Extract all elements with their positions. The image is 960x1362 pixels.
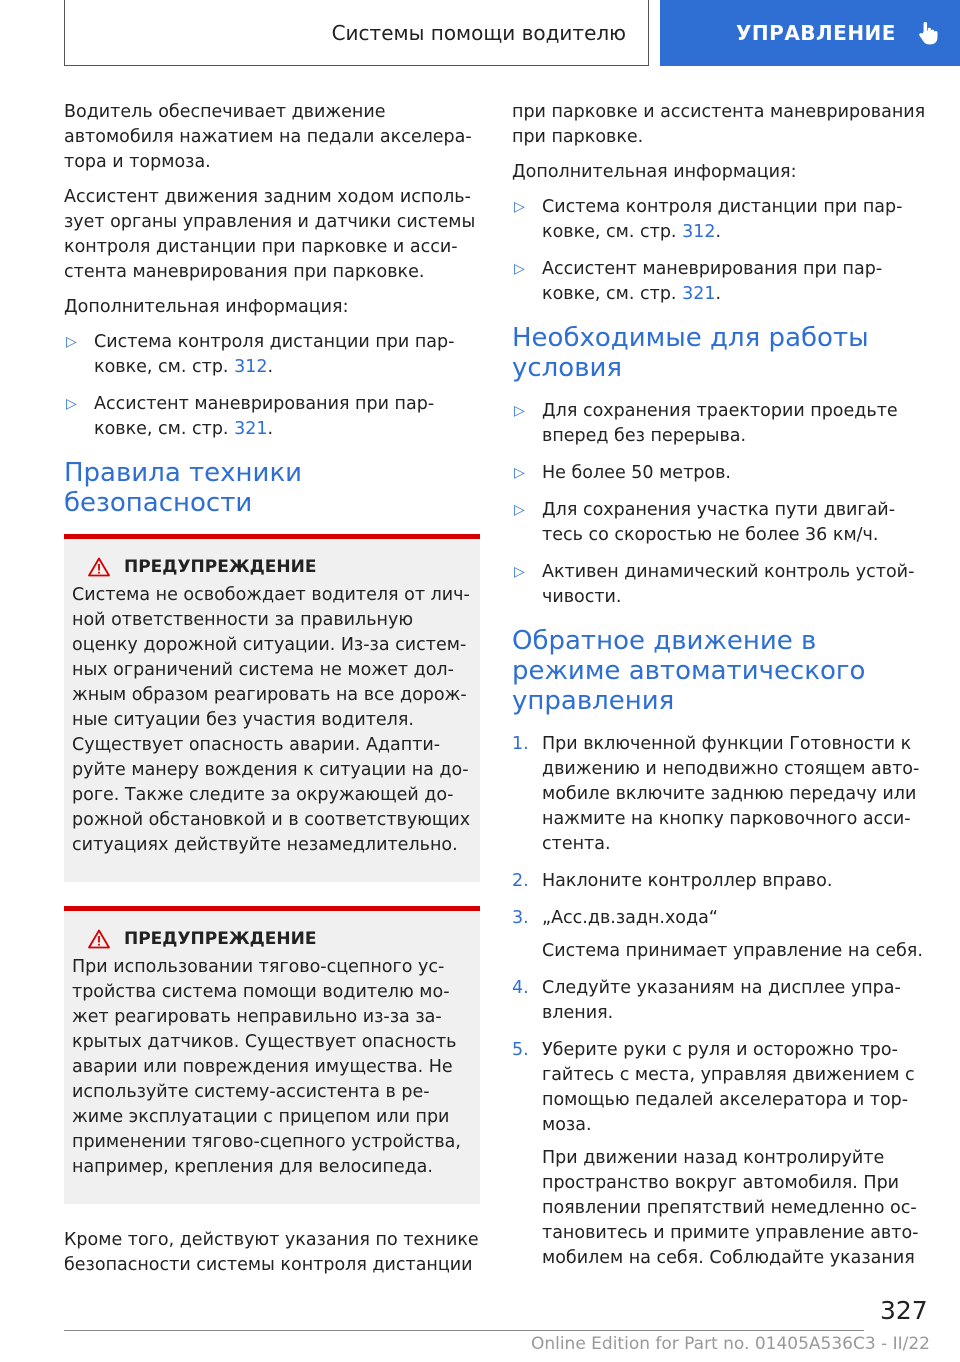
- assistant-paragraph: Ассистент движения задним ходом использует органы управления и датчики системы контроля дистанции при парковке и ассистента маневрирования при парковке.: [64, 187, 476, 282]
- triangle-bullet-icon: ▷: [66, 396, 77, 412]
- section-heading-safety: Правила техники безопасности: [64, 458, 303, 518]
- section-heading-reverse-driving: Обратное движение в режиме автоматического управления: [512, 626, 866, 716]
- list-item: ▷ Система контроля дистанции при парковке, см. стр. 312.: [514, 197, 903, 242]
- intro-paragraph: Водитель обеспечивает движение автомобиля нажатием на педали акселератора и тормоза.: [64, 102, 472, 172]
- reference-list: [512, 195, 928, 307]
- warning-text: При использовании тягово-сцепного устройства система помощи водителю может реагировать неправильно из-за закрытых датчиков. Существует опасность аварии или повреждения имущества. Не используйте систему-ассистента в режиме эксплуатации с прицепом или при применении тягово-сцепного устройства, например, крепления для велосипеда.: [72, 957, 461, 1177]
- list-item: ▷ Не более 50 метров.: [512, 461, 928, 486]
- warning-triangle-icon: [88, 557, 110, 577]
- step-number: 5.: [512, 1040, 529, 1060]
- list-item: ▷ Для сохранения участка пути двигайтесь со скоростью не более 36 км/ч.: [514, 500, 896, 545]
- chapter-title: УПРАВЛЕНИЕ: [736, 21, 896, 45]
- page-link[interactable]: 321: [682, 284, 716, 304]
- hand-pointer-icon: [916, 20, 942, 46]
- section-title: Системы помощи водителю: [331, 20, 626, 45]
- step-item: 5. Уберите руки с руля и осторожно трогайтесь с места, управляя движением с помощью педалей акселератора и тормоза. При движении назад контролируйте пространство вокруг автомобиля. При появлении препятствий немедленно остановитесь и примите управление автомобилем на себя. Соблюдайте указания: [512, 1038, 928, 1271]
- step-number: 2.: [512, 871, 529, 891]
- step-note: Система принимает управление на себя.: [542, 941, 923, 961]
- list-item: ▷ Активен динамический контроль устойчивости.: [514, 562, 915, 607]
- more-info-label: Дополнительная информация:: [64, 297, 349, 317]
- list-item: ▷ Система контроля дистанции при парковке, см. стр. 312.: [66, 332, 455, 377]
- warning-text: Система не освобождает водителя от личной ответственности за правильную оценку дорожной ситуации. Из-за системных ограничений система не может должным образом реагировать на все дорожные ситуации без участия водителя. Существует опасность аварии. Адаптируйте манеру вождения к ситуации на дороге. Также следите за окружающей дорожной обстановкой и в соответствующих ситуациях действуйте незамедлительно.: [72, 585, 471, 855]
- list-item: ▷ Для сохранения траектории проедьте вперед без перерыва.: [514, 401, 898, 446]
- header-section-title: [64, 0, 649, 66]
- triangle-bullet-icon: ▷: [514, 199, 525, 215]
- page-link[interactable]: 321: [234, 419, 268, 439]
- step-item: 1. При включенной функции Готовности к движению и неподвижно стоящем автомобиле включите заднюю передачу или нажмите на кнопку парковочного ассистента.: [512, 734, 920, 854]
- warning-title: ПРЕДУПРЕЖДЕНИЕ: [124, 929, 317, 949]
- step-item: 2. Наклоните контроллер вправо.: [512, 869, 928, 894]
- warning-box: [64, 534, 480, 882]
- closing-paragraph: Кроме того, действуют указания по технике безопасности системы контроля дистанции: [64, 1230, 479, 1275]
- triangle-bullet-icon: ▷: [514, 502, 525, 518]
- right-column: [512, 100, 928, 1283]
- conditions-list: [512, 399, 928, 610]
- left-column: [64, 100, 480, 1288]
- list-item: ▷ Ассистент маневрирования при парковке, см. стр. 321.: [514, 259, 883, 304]
- list-item: ▷ Ассистент маневрирования при парковке, см. стр. 321.: [66, 394, 435, 439]
- footer-divider: [64, 1330, 864, 1331]
- page-link[interactable]: 312: [682, 222, 716, 242]
- page-number: 327: [880, 1296, 928, 1325]
- footer-edition: Online Edition for Part no. 01405A536C3 - II/22: [530, 1334, 930, 1354]
- triangle-bullet-icon: ▷: [514, 403, 525, 419]
- triangle-bullet-icon: ▷: [66, 334, 77, 350]
- continued-paragraph: при парковке и ассистента маневрирования при парковке.: [512, 102, 926, 147]
- warning-triangle-icon: [88, 929, 110, 949]
- more-info-label: Дополнительная информация:: [512, 162, 797, 182]
- triangle-bullet-icon: ▷: [514, 261, 525, 277]
- step-number: 3.: [512, 908, 529, 928]
- warning-title: ПРЕДУПРЕЖДЕНИЕ: [124, 557, 317, 577]
- reference-list: [64, 330, 480, 442]
- section-heading-conditions: Необходимые для работы условия: [512, 323, 869, 383]
- step-note: При движении назад контролируйте пространство вокруг автомобиля. При появлении препятствий немедленно остановитесь и примите управление автомобилем на себя. Соблюдайте указания: [542, 1148, 919, 1268]
- page-link[interactable]: 312: [234, 357, 268, 377]
- steps-list: [512, 732, 928, 1271]
- step-item: 3. „Асс.дв.задн.хода“ Система принимает управление на себя.: [512, 906, 928, 964]
- header-chapter-tab[interactable]: [660, 0, 960, 66]
- triangle-bullet-icon: ▷: [514, 564, 525, 580]
- step-number: 4.: [512, 978, 529, 998]
- triangle-bullet-icon: ▷: [514, 465, 525, 481]
- step-item: 4. Следуйте указаниям на дисплее управления.: [512, 978, 901, 1023]
- warning-box: [64, 906, 480, 1204]
- step-number: 1.: [512, 734, 529, 754]
